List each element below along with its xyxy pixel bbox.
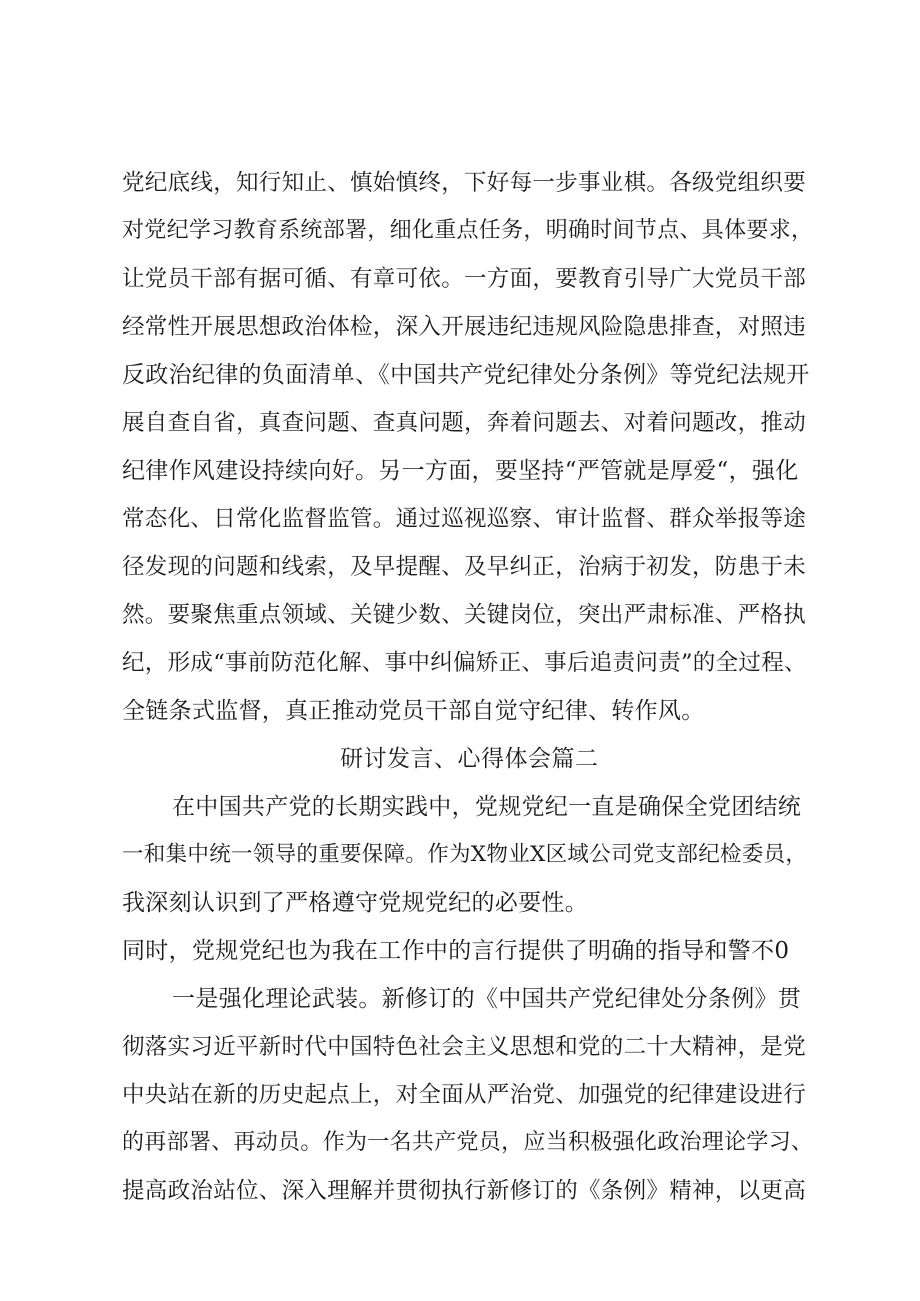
text-line: 让党员干部有据可循、有章可依。一方面，要教育引导广大党员干部 xyxy=(122,266,807,292)
text-line: 全链条式监督，真正推动党员干部自觉守纪律、转作风。 xyxy=(122,698,705,724)
text-line: 党纪底线，知行知止、慎始慎终，下好每一步事业棋。各级党组织要 xyxy=(122,170,807,196)
text-line: 我深刻认识到了严格遵守党规党纪的必要性。 xyxy=(122,890,588,916)
text-line: 彻落实习近平新时代中国特色社会主义思想和党的二十大精神，是党 xyxy=(122,1034,807,1060)
text-line: 经常性开展思想政治体检，深入开展违纪违规风险隐患排查，对照违 xyxy=(122,314,807,340)
text-line: 然。要聚焦重点领域、关键少数、关键岗位，突出严肃标准、严格执 xyxy=(122,602,807,628)
text-line: 径发现的问题和线索，及早提醒、及早纠正，治病于初发，防患于未 xyxy=(122,554,807,580)
text-line: 展自查自省，真查问题、查真问题，奔着问题去、对着问题改，推动 xyxy=(122,410,807,436)
text-line: 一和集中统一领导的重要保障。作为X物业X区域公司党支部纪检委员， xyxy=(122,842,808,867)
text-line: 同时，党规党纪也为我在工作中的言行提供了明确的指导和警不0 xyxy=(122,938,790,964)
text-line: 在中国共产党的长期实践中，党规党纪一直是确保全党团结统 xyxy=(172,794,802,820)
text-line: 提高政治站位、深入理解并贯彻执行新修订的《条例》精神，以更高 xyxy=(122,1178,807,1204)
text-line: 对党纪学习教育系统部署，细化重点任务，明确时间节点、具体要求， xyxy=(122,218,814,243)
text-line: 纪律作风建设持续向好。另一方面，要坚持“严管就是厚爱“，强化 xyxy=(122,458,799,484)
text-line: 纪，形成“事前防范化解、事中纠偏矫正、事后追责问责”的全过程、 xyxy=(122,650,807,676)
text-line: 反政治纪律的负面清单、《中国共产党纪律处分条例》等党纪法规开 xyxy=(122,362,810,388)
text-line: 一是强化理论武装。新修订的《中国共产党纪律处分条例》贯 xyxy=(172,986,802,1012)
text-line: 中央站在新的历史起点上，对全面从严治党、加强党的纪律建设进行 xyxy=(122,1082,807,1108)
section-heading: 研讨发言、心得体会篇二 xyxy=(340,746,599,772)
text-line: 常态化、日常化监督监管。通过巡视巡察、审计监督、群众举报等途 xyxy=(122,506,807,532)
text-line: 的再部署、再动员。作为一名共产党员，应当积极强化政治理论学习、 xyxy=(122,1130,814,1155)
